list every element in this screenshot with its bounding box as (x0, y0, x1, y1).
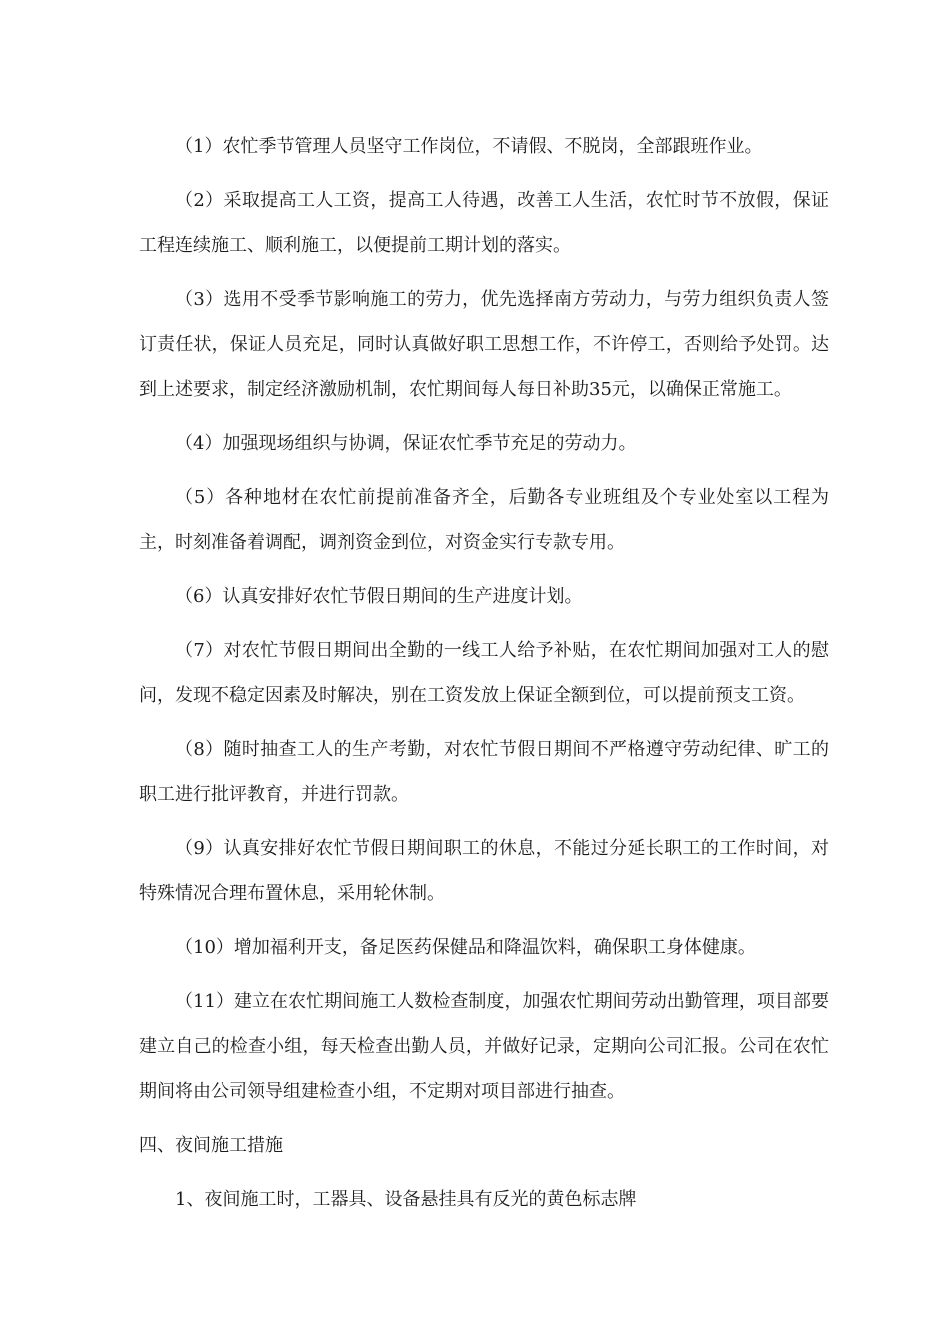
paragraph-item-5: （5）各种地材在农忙前提前准备齐全，后勤各专业班组及个专业处室以工程为主，时刻准备着调配，调剂资金到位，对资金实行专款专用。 (139, 487, 829, 553)
paragraph-item-3: （3）选用不受季节影响施工的劳力，优先选择南方劳动力，与劳力组织负责人签订责任状，保证人员充足，同时认真做好职工思想工作，不许停工，否则给予处罚。达到上述要求，制定经济激励机制，农忙期间每人每日补助35元，以确保正常施工。 (139, 289, 829, 400)
paragraph-item-6: （6）认真安排好农忙节假日期间的生产进度计划。 (175, 586, 583, 607)
paragraph-item-10: （10）增加福利开支，备足医药保健品和降温饮料，确保职工身体健康。 (175, 937, 756, 958)
document-body (139, 124, 829, 1231)
paragraph-item-2: （2）采取提高工人工资，提高工人待遇，改善工人生活，农忙时节不放假，保证工程连续施工、顺利施工，以便提前工期计划的落实。 (139, 190, 829, 256)
section-heading: 四、夜间施工措施 (139, 1135, 283, 1156)
section-item-1: 1、夜间施工时，工器具、设备悬挂具有反光的黄色标志牌 (175, 1189, 637, 1210)
paragraph-item-4: （4）加强现场组织与协调，保证农忙季节充足的劳动力。 (175, 433, 637, 454)
paragraph-item-9: （9）认真安排好农忙节假日期间职工的休息，不能过分延长职工的工作时间，对特殊情况合理布置休息，采用轮休制。 (139, 838, 829, 904)
paragraph-item-1: （1）农忙季节管理人员坚守工作岗位，不请假、不脱岗，全部跟班作业。 (175, 136, 763, 157)
paragraph-item-11: （11）建立在农忙期间施工人数检查制度，加强农忙期间劳动出勤管理，项目部要建立自己的检查小组，每天检查出勤人员，并做好记录，定期向公司汇报。公司在农忙期间将由公司领导组建检查小组，不定期对项目部进行抽查。 (139, 991, 829, 1102)
paragraph-item-7: （7）对农忙节假日期间出全勤的一线工人给予补贴，在农忙期间加强对工人的慰问，发现不稳定因素及时解决，别在工资发放上保证全额到位，可以提前预支工资。 (139, 640, 829, 706)
paragraph-item-8: （8）随时抽查工人的生产考勤，对农忙节假日期间不严格遵守劳动纪律、旷工的职工进行批评教育，并进行罚款。 (139, 739, 829, 805)
